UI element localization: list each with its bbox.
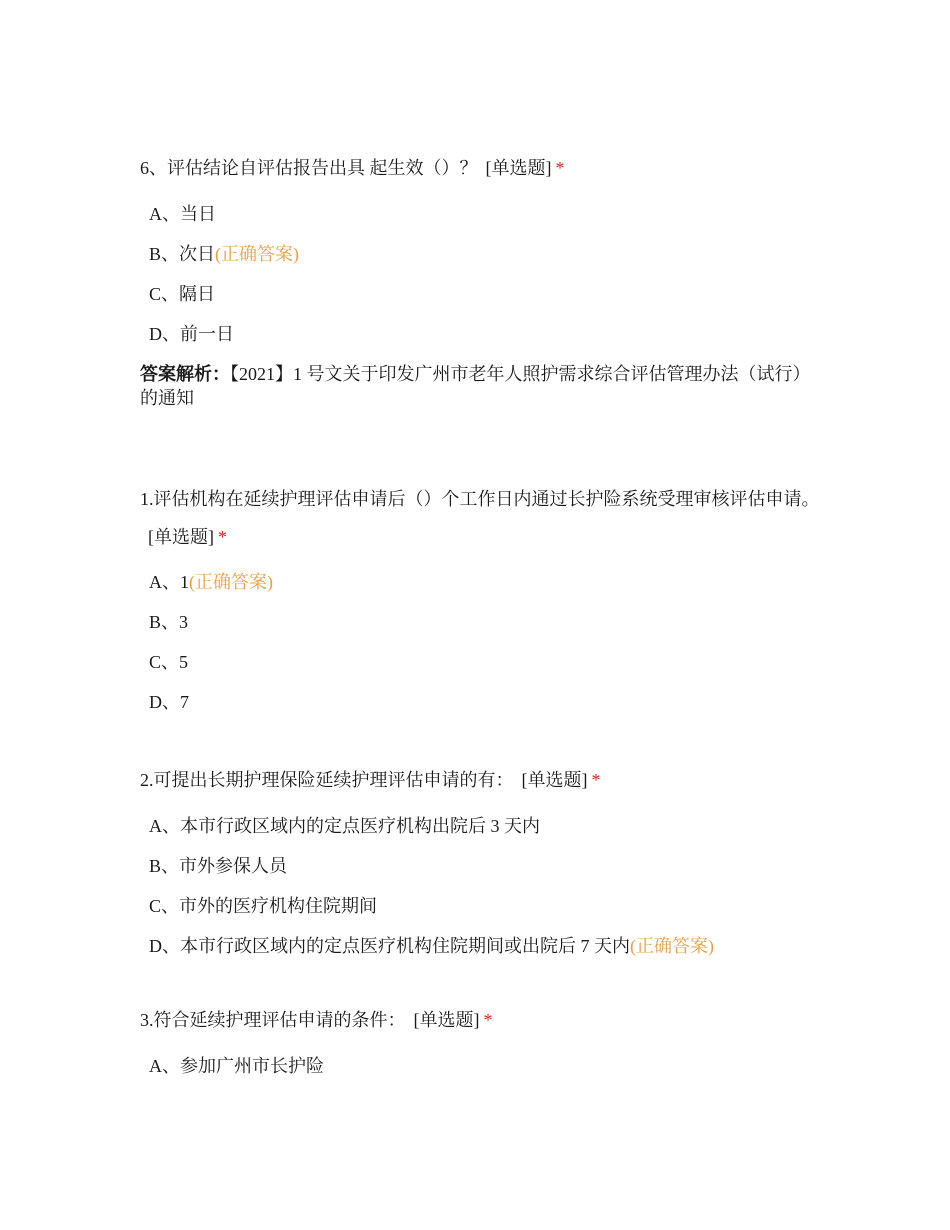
option[interactable]: D、本市行政区域内的定点医疗机构住院期间或出院后 7 天内(正确答案) <box>149 936 714 956</box>
question-type: [单选题] <box>148 527 214 547</box>
required-marker: * <box>483 1010 493 1030</box>
analysis-label: 答案解析： <box>140 364 230 384</box>
option[interactable]: B、次日(正确答案) <box>149 244 300 264</box>
option[interactable]: A、当日 <box>149 204 216 224</box>
option[interactable]: C、市外的医疗机构住院期间 <box>149 896 378 916</box>
question-6 <box>140 148 820 410</box>
option[interactable]: D、前一日 <box>149 324 234 344</box>
question-1 <box>140 480 820 722</box>
option[interactable]: A、参加广州市长护险 <box>149 1056 324 1076</box>
option[interactable]: B、3 <box>149 612 189 632</box>
analysis-text: 【2021】1 号文关于印发广州市老年人照护需求综合评估管理办法（试行）的通知 <box>140 364 811 408</box>
required-marker: * <box>555 158 565 178</box>
correct-answer-tag: (正确答案) <box>630 936 714 956</box>
option[interactable]: A、1(正确答案) <box>149 572 273 592</box>
question-type: [单选题] <box>413 1010 480 1030</box>
option[interactable]: D、7 <box>149 692 189 712</box>
question-2 <box>140 760 820 966</box>
option[interactable]: C、5 <box>149 652 189 672</box>
correct-answer-tag: (正确答案) <box>215 244 300 264</box>
question-title: 6、评估结论自评估报告出具 起生效（）？ [单选题] * <box>140 158 565 178</box>
question-type: [单选题] <box>521 770 588 790</box>
option[interactable]: A、本市行政区域内的定点医疗机构出院后 3 天内 <box>149 816 540 836</box>
question-3 <box>140 1000 820 1086</box>
option[interactable]: B、市外参保人员 <box>149 856 288 876</box>
question-title: 2.可提出长期护理保险延续护理评估申请的有： [单选题] * <box>140 770 601 790</box>
answer-analysis <box>140 362 820 410</box>
required-marker: * <box>218 527 227 547</box>
question-type: [单选题] <box>485 158 552 178</box>
correct-answer-tag: (正确答案) <box>189 572 273 592</box>
question-title: 3.符合延续护理评估申请的条件： [单选题] * <box>140 1010 493 1030</box>
question-title: 1.评估机构在延续护理评估申请后（）个工作日内通过长护险系统受理审核评估申请。[单选题] * <box>140 489 820 547</box>
option[interactable]: C、隔日 <box>149 284 216 304</box>
required-marker: * <box>591 770 601 790</box>
